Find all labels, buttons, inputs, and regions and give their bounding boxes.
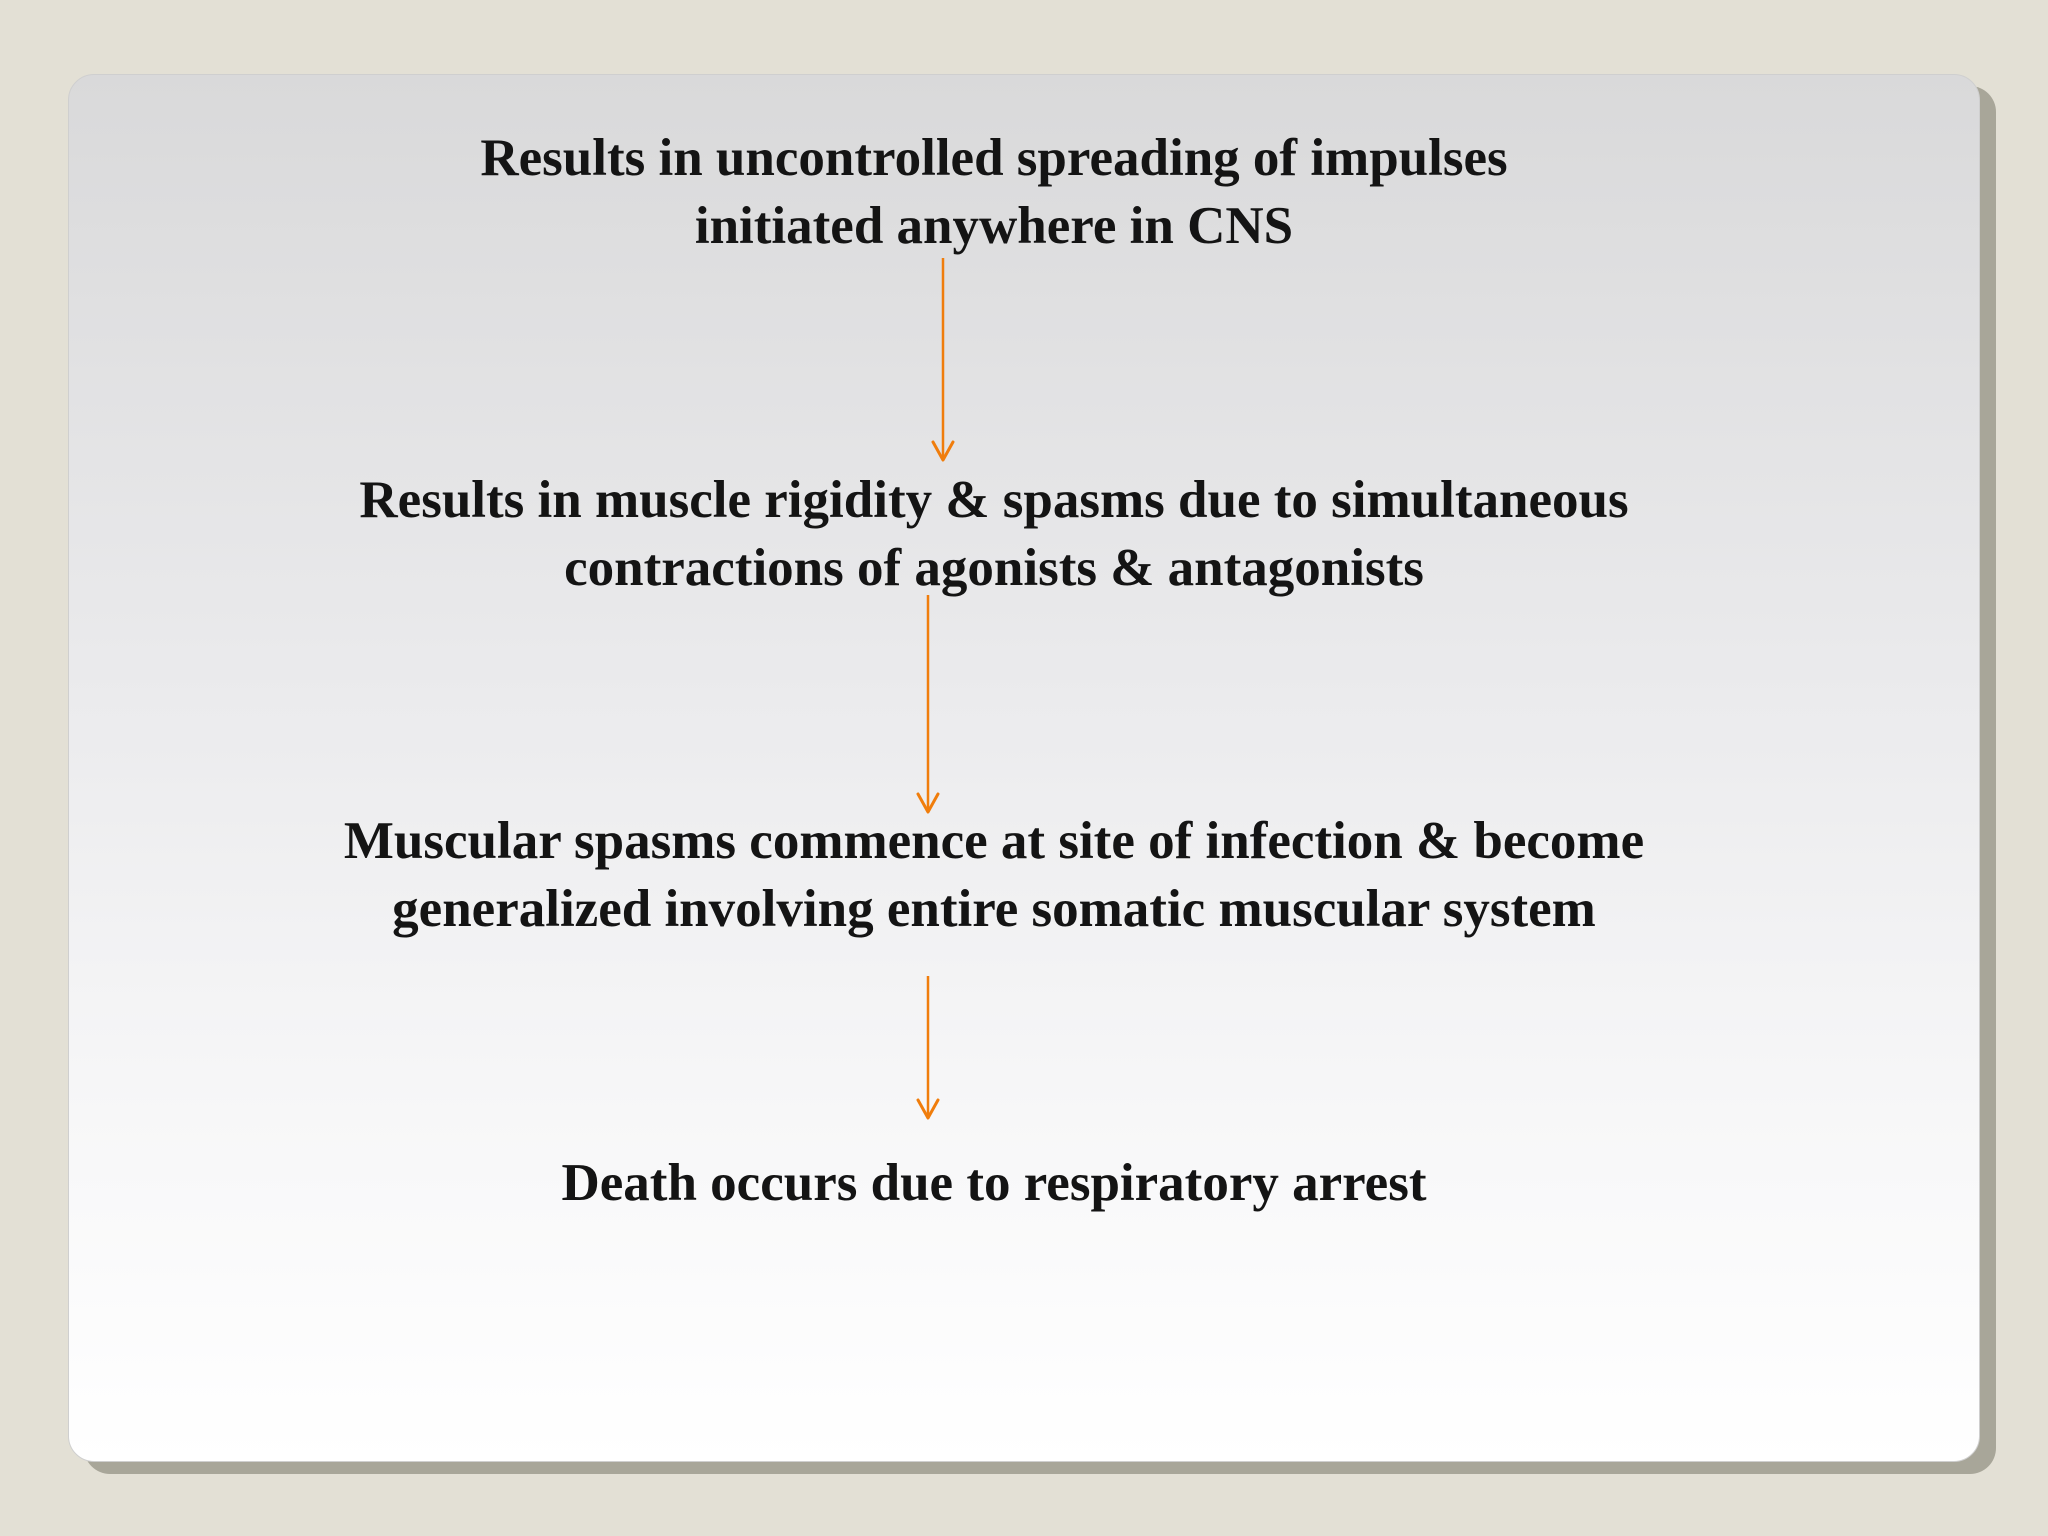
- flow-step-1-line-2: initiated anywhere in CNS: [694, 197, 1294, 255]
- flow-step-1-line-1: Results in uncontrolled spreading of impulses: [480, 129, 1508, 187]
- slide: [68, 74, 1980, 1462]
- flow-step-1: [0, 124, 1988, 260]
- flow-step-2: [0, 466, 1988, 602]
- flow-step-4: [0, 1149, 1988, 1217]
- flow-step-3: [0, 807, 1988, 943]
- flow-step-3-line-2: generalized involving entire somatic muscular system: [392, 880, 1596, 938]
- flow-step-4-line-1: Death occurs due to respiratory arrest: [561, 1154, 1427, 1212]
- flow-step-2-line-2: contractions of agonists & antagonists: [564, 539, 1424, 597]
- flow-step-3-line-1: Muscular spasms commence at site of infection & become: [343, 812, 1645, 870]
- flow-step-2-line-1: Results in muscle rigidity & spasms due to simultaneous: [359, 471, 1629, 529]
